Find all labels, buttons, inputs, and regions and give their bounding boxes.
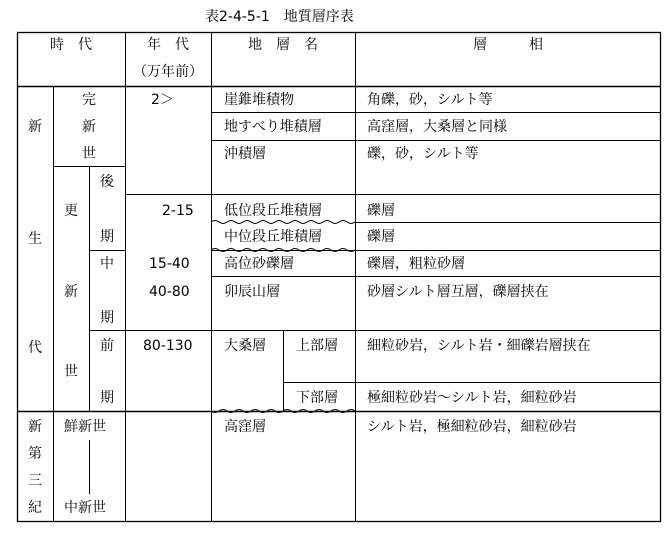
header-era xyxy=(17,32,125,58)
epoch-koshinsei-2: 新 xyxy=(64,284,78,300)
facies-talus: 角礫，砂，シルト等 xyxy=(367,92,493,108)
header-age-unit-label: （万年前） xyxy=(133,64,203,80)
neogene-2: 第 xyxy=(28,446,42,462)
formation-talus: 崖錐堆積物 xyxy=(224,92,294,108)
facies-omma-upper: 細粒砂岩，シルト岩・細礫岩層挟在 xyxy=(367,338,591,354)
formation-omma-upper: 上部層 xyxy=(296,338,338,354)
header-formation-label: 地 層 名 xyxy=(248,37,318,53)
age-low-terrace: 2-15 xyxy=(162,203,194,219)
header-age-label: 年 代 xyxy=(147,37,189,53)
facies-landslide: 高窪層，大桑層と同様 xyxy=(367,119,507,135)
formation-alluvium: 沖積層 xyxy=(224,146,266,162)
formation-utatsuyama: 卯辰山層 xyxy=(224,284,280,300)
table-caption: 表2-4-5-1 地質層序表 xyxy=(205,9,354,25)
neogene-1: 新 xyxy=(28,419,42,435)
age-omma: 80-130 xyxy=(143,338,193,354)
facies-mid-terrace: 礫層 xyxy=(367,229,395,245)
stage-early-2: 期 xyxy=(100,390,114,406)
era-shinsei-1: 新 xyxy=(28,119,42,135)
age-holocene: 2＞ xyxy=(151,92,174,108)
formation-takakubo: 高窪層 xyxy=(224,419,266,435)
formation-omma-lower: 下部層 xyxy=(296,390,338,406)
neogene-4: 紀 xyxy=(28,500,42,516)
header-age-unit xyxy=(125,60,211,84)
era-shinsei-3: 代 xyxy=(28,340,42,356)
facies-utatsuyama: 砂層シルト層互層，礫層挟在 xyxy=(367,284,549,300)
epoch-koshinsei-1: 更 xyxy=(64,203,78,219)
header-formation xyxy=(211,32,355,58)
age-utatsuyama: 40-80 xyxy=(149,284,190,300)
epoch-kanseisei-1: 完 xyxy=(82,92,96,108)
formation-omma: 大桑層 xyxy=(224,338,266,354)
neogene-3: 三 xyxy=(28,473,42,489)
header-age xyxy=(125,32,211,58)
unconformity-wave-1 xyxy=(211,221,355,224)
stage-early-1: 前 xyxy=(100,338,114,354)
stage-late-2: 期 xyxy=(100,229,114,245)
facies-low-terrace: 礫層 xyxy=(367,203,395,219)
facies-takakubo: シルト岩，極細粒砂岩，細粒砂岩 xyxy=(367,419,577,435)
facies-omma-lower: 極細粒砂岩～シルト岩，細粒砂岩 xyxy=(367,390,577,406)
header-era-label: 時 代 xyxy=(50,37,92,53)
epoch-miocene: 中新世 xyxy=(64,500,106,516)
facies-high-gravel: 礫層，粗粒砂層 xyxy=(367,256,465,272)
epoch-kanseisei-2: 新 xyxy=(82,119,96,135)
formation-high-gravel: 高位砂礫層 xyxy=(224,256,294,272)
epoch-kanseisei-3: 世 xyxy=(82,146,96,162)
epoch-koshinsei-3: 世 xyxy=(64,364,78,380)
facies-alluvium: 礫，砂，シルト等 xyxy=(367,146,479,162)
header-facies-label: 層 相 xyxy=(473,37,543,53)
formation-low-terrace: 低位段丘堆積層 xyxy=(224,203,322,219)
age-high-gravel: 15-40 xyxy=(149,256,190,272)
era-shinsei-2: 生 xyxy=(28,231,42,247)
stage-middle-2: 期 xyxy=(100,310,114,326)
epoch-pliocene: 鮮新世 xyxy=(64,419,106,435)
formation-landslide: 地すべり堆積層 xyxy=(224,119,322,135)
formation-mid-terrace: 中位段丘堆積層 xyxy=(224,229,322,245)
header-facies xyxy=(355,32,661,58)
stage-middle: 中 xyxy=(100,256,114,272)
stage-late-1: 後 xyxy=(100,174,114,190)
